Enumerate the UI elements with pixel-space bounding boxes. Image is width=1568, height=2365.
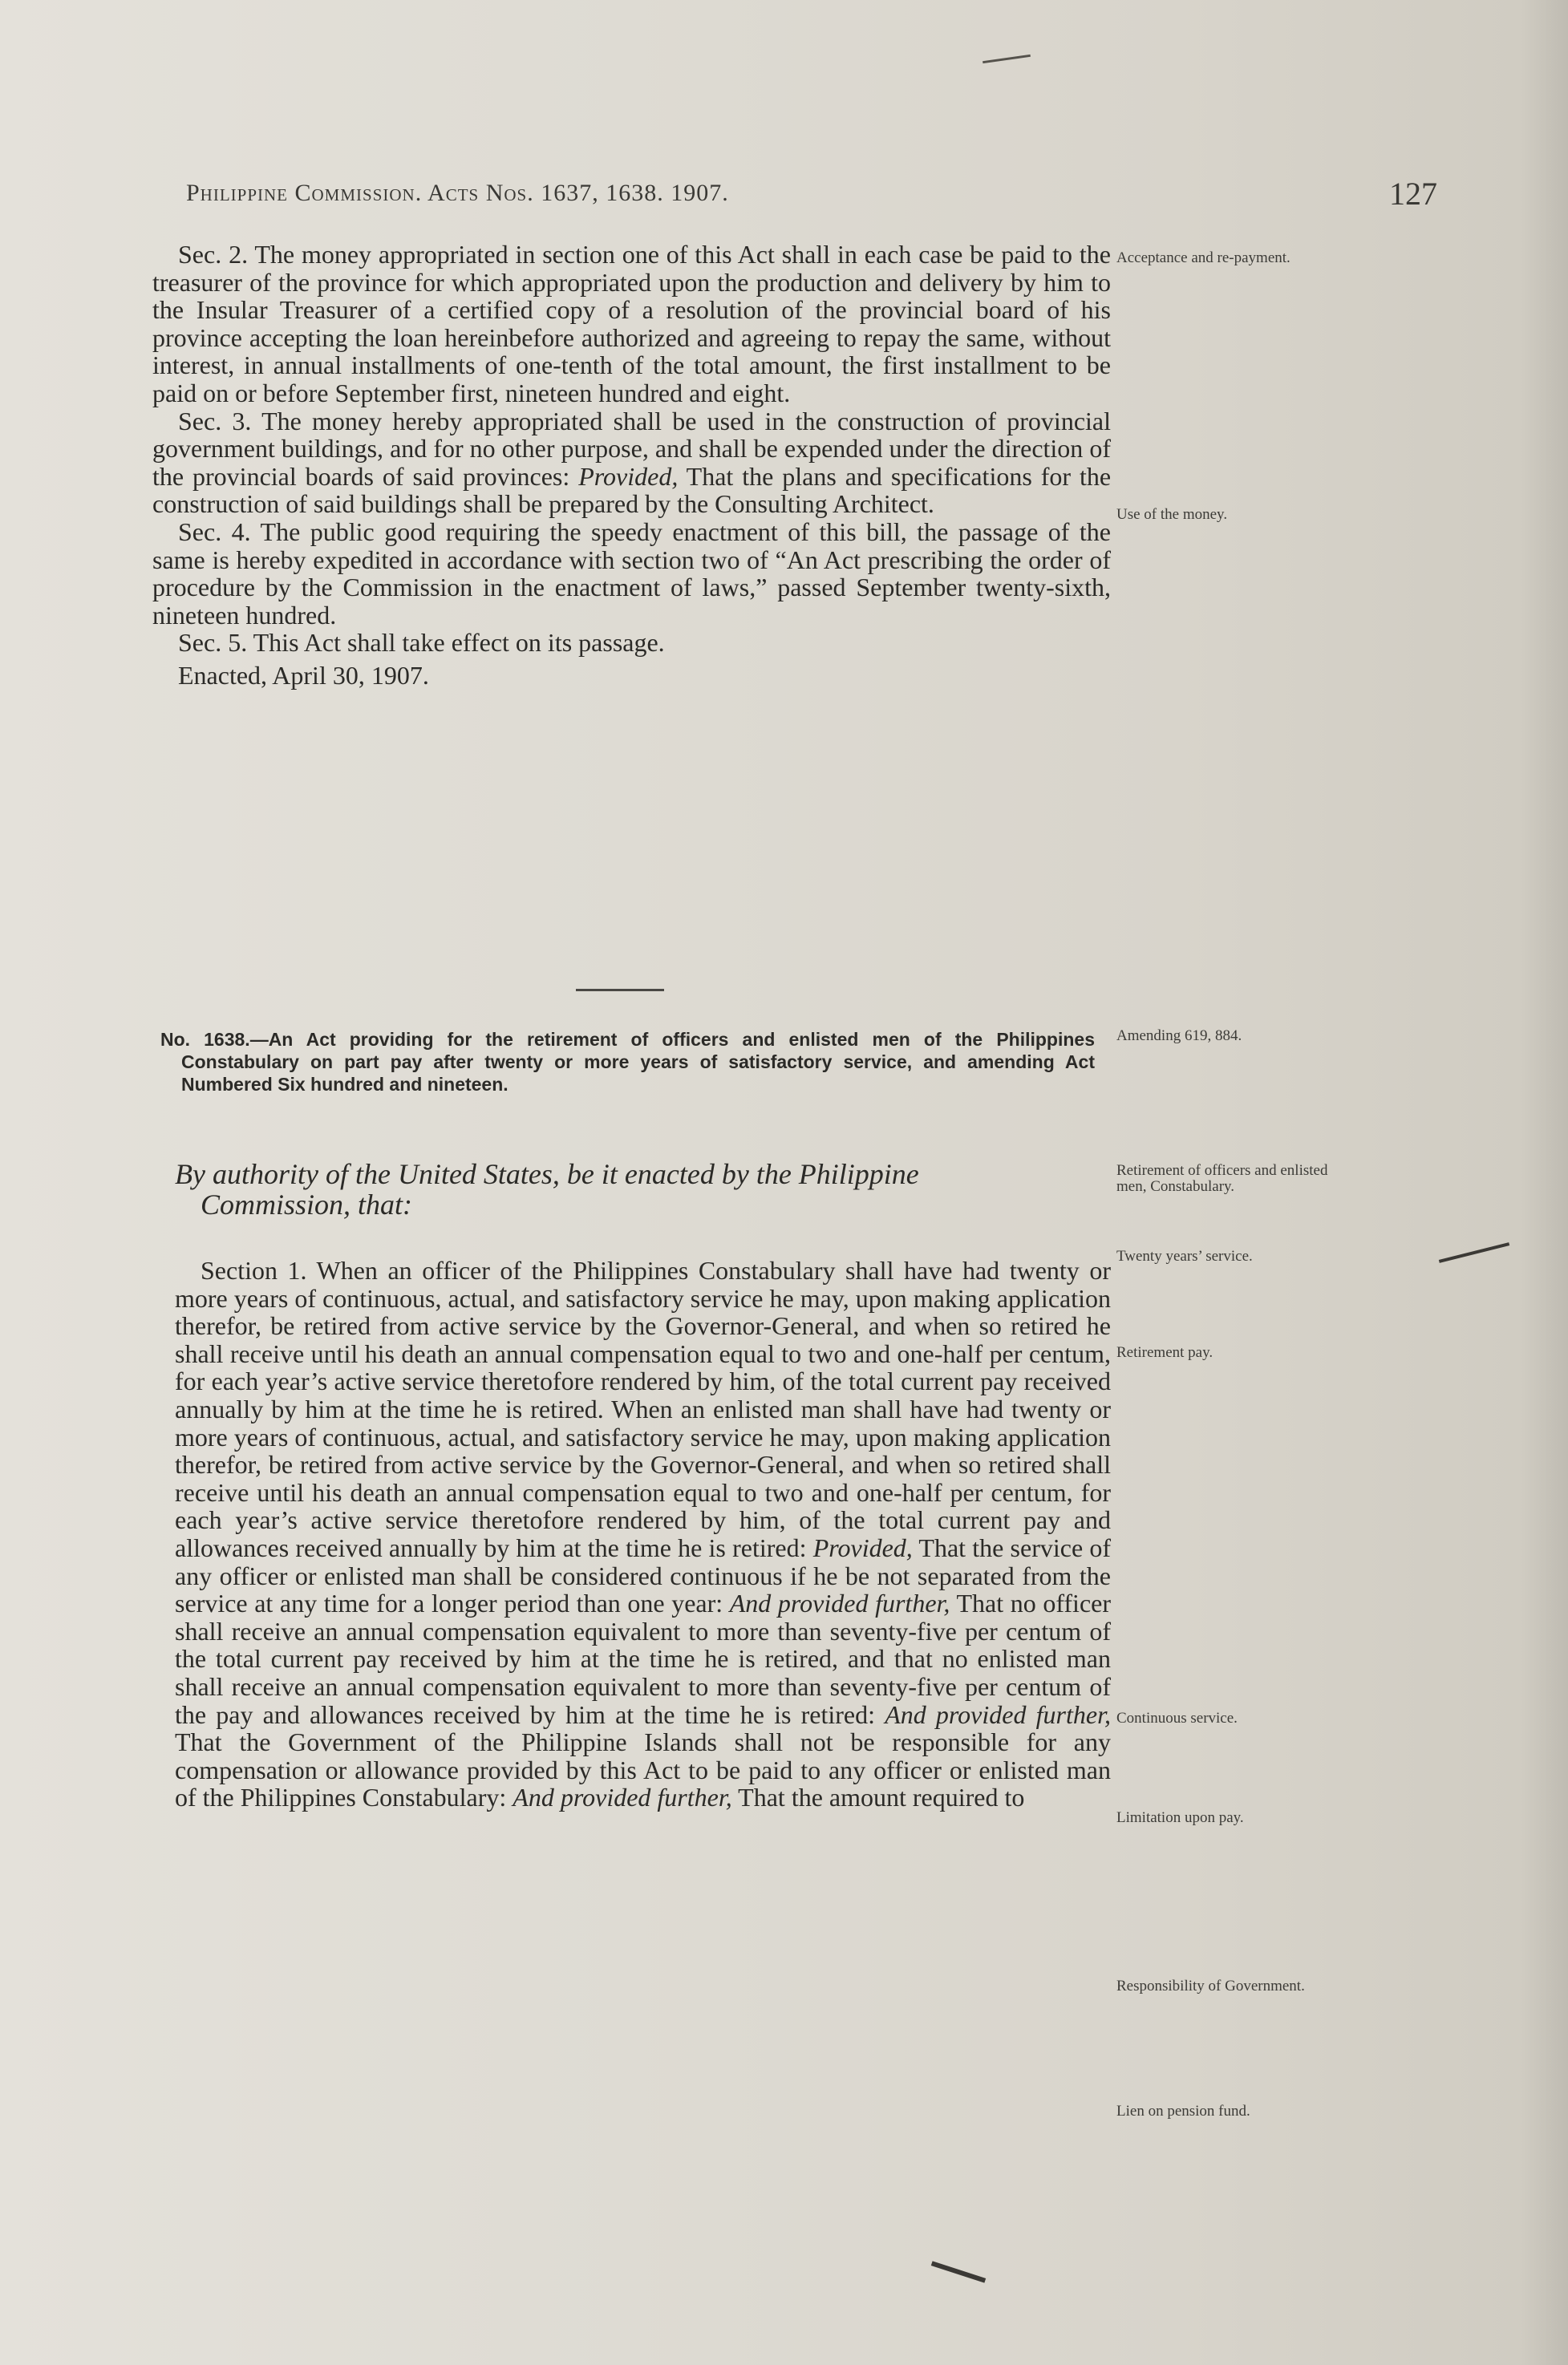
scan-mark <box>983 55 1031 63</box>
enacted-date: Enacted, April 30, 1907. <box>178 660 429 690</box>
section-5: Sec. 5. This Act shall take effect on its passage. <box>178 628 665 658</box>
margin-note-retirement-pay: Retirement pay. <box>1116 1344 1213 1361</box>
margin-note-acceptance: Acceptance and re-payment. <box>1116 249 1290 266</box>
page-number: 127 <box>1389 176 1437 212</box>
section-1-text: Section 1. When an officer of the Philippines Constabulary shall have had twenty or more years of continuous, actual, and satisfactory service he may, upon making application therefor, be retired from active service by the Governor-General, and when so retired he shall receive until his death an annual compensation equal to two and one-half per centum, for each year’s active service theretofore rendered by him, of the total current pay received annually by him at the time he is retired. When an enlisted man shall have had twenty or more years of continuous, actual, and satisfactory service he may, upon making application therefor, be retired from active service by the Governor-General, and when so retired shall receive until his death an annual compensation equal to two and one-half per centum, for each year’s active service theretofore rendered by him, of the total current pay and allowances received annually by him at the time he is retired: Provided, That the service of any officer or enlisted man shall be considered continuous if he be not separated from the service at any time for a longer period than one year: And provided further, That no officer shall receive an annual compensation equivalent to more than seventy-five per centum of the total current pay received by him at the time he is retired, and that no enlisted man shall receive an annual compensation equivalent to more than seventy-five per centum of the pay and allowances received by him at the time he is retired: And provided further, That the Government of the Philippine Islands shall not be responsible for any compensation or allowance provided by this Act to be paid to any officer or enlisted man of the Philippines Constabulary: And provided further, That the amount required to <box>175 1256 1112 1812</box>
bottom-mark <box>931 2261 986 2282</box>
act-1638-title: No. 1638.—An Act providing for the retirement of officers and enlisted men of the Philippines Constabulary on part pay after twenty or more years of satisfactory service, and amending Act Numbered Six hundred and nineteen. <box>160 1029 1095 1095</box>
section-2: Sec. 2. The money appropriated in section one of this Act shall in each case be paid to the treasurer of the province for which appropriated upon the production and delivery by him to the Insular Treasurer of a certified copy of a resolution of the provincial board of his province accepting the loan hereinbefore authorized and agreeing to repay the same, without interest, in annual installments of one-tenth of the total amount, the first installment to be paid on or before September first, nineteen hundred and eight. <box>152 240 1111 407</box>
page-edge-shadow <box>1520 0 1568 2365</box>
margin-note-retirement: Retirement of officers and enlisted men, Constabulary. <box>1116 1162 1328 1195</box>
margin-note-responsibility: Responsibility of Government. <box>1116 1978 1305 1994</box>
margin-note-amending: Amending 619, 884. <box>1116 1027 1242 1044</box>
margin-note-lien: Lien on pension fund. <box>1116 2103 1250 2120</box>
running-head: Philippine Commission. Acts Nos. 1637, 1638. 1907. <box>186 180 729 206</box>
margin-note-limitation: Limitation upon pay. <box>1116 1809 1244 1826</box>
section-3: Sec. 3. The money hereby appropriated shall be used in the construction of provincial government buildings, and for no other purpose, and shall be expended under the direction of the provincial boards of said provinces: Provided, That the plans and specifications for the construction of said buildings shall be prepared by the Consulting Architect. <box>152 406 1112 519</box>
margin-note-continuous: Continuous service. <box>1116 1710 1238 1727</box>
margin-note-use: Use of the money. <box>1116 506 1228 523</box>
tear-mark <box>1439 1242 1509 1263</box>
margin-note-twenty-years: Twenty years’ service. <box>1116 1248 1253 1265</box>
section-4: Sec. 4. The public good requiring the speedy enactment of this bill, the passage of the same is hereby expedited in accordance with section two of “An Act prescribing the order of procedure by the Commission in the enactment of laws,” passed September twenty-sixth, nineteen hundred. <box>152 516 1111 630</box>
section-divider <box>576 989 664 991</box>
act-1637-continuation <box>152 241 1111 690</box>
act-1638-section-1 <box>175 1257 1111 1812</box>
enacting-clause: By authority of the United States, be it enacted by the Philippine Commission, that: <box>175 1158 919 1221</box>
page-header <box>186 175 1437 223</box>
